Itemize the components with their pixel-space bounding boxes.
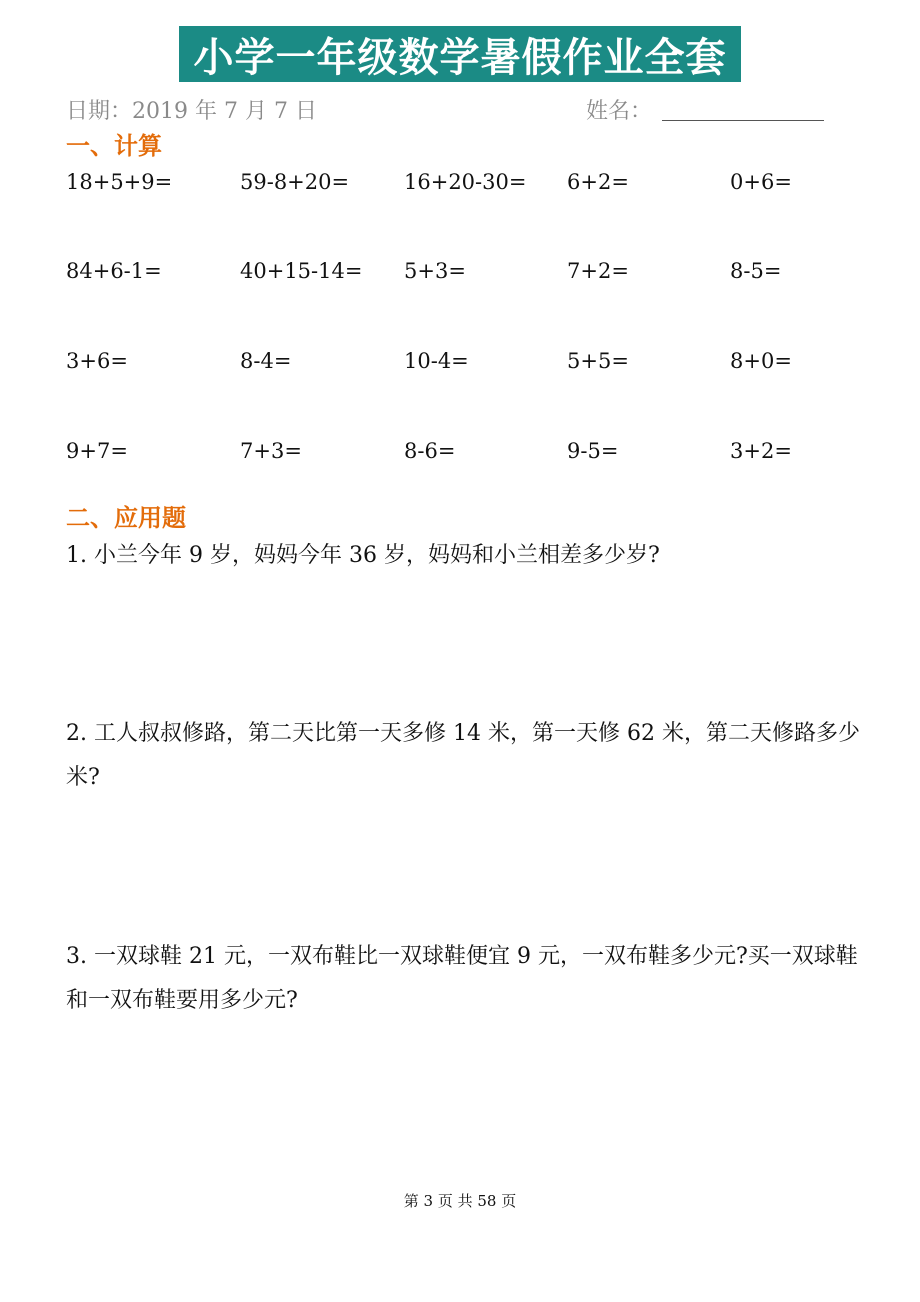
word-problem-2: 2. 工人叔叔修路，第二天比第一天多修 14 米，第一天修 62 米，第二天修路多少米? xyxy=(66,721,860,790)
calc-problem: 8-4= xyxy=(240,349,292,373)
section-calc-heading: 一、计算 xyxy=(66,132,162,160)
calc-problem: 40+15-14= xyxy=(240,259,363,283)
calc-problem: 3+2= xyxy=(730,439,792,463)
calc-problem: 5+5= xyxy=(567,349,629,373)
calc-problem: 9+7= xyxy=(66,439,128,463)
calc-problem: 0+6= xyxy=(730,170,792,194)
page-footer: 第 3 页 共 58 页 xyxy=(403,1192,517,1210)
name-label: 姓名： xyxy=(586,99,653,124)
calc-problem: 18+5+9= xyxy=(66,170,173,194)
date-field: 日期：2019 年 7 月 7 日 xyxy=(66,99,317,124)
calc-problem: 9-5= xyxy=(567,439,619,463)
page-title: 小学一年级数学暑假作业全套 xyxy=(193,34,727,81)
section-word-problems-heading: 二、应用题 xyxy=(66,504,186,532)
name-blank-line xyxy=(662,120,824,121)
calc-problem: 7+3= xyxy=(240,439,302,463)
calc-problem: 8-6= xyxy=(404,439,456,463)
title-banner xyxy=(179,26,741,82)
calc-problem: 84+6-1= xyxy=(66,259,162,283)
calc-problem: 8+0= xyxy=(730,349,792,373)
calc-problem: 6+2= xyxy=(567,170,629,194)
calc-problem: 59-8+20= xyxy=(240,170,350,194)
calc-problem: 7+2= xyxy=(567,259,629,283)
calc-problem: 16+20-30= xyxy=(404,170,527,194)
word-problem-3: 3. 一双球鞋 21 元，一双布鞋比一双球鞋便宜 9 元，一双布鞋多少元?买一双球鞋和一双布鞋要用多少元? xyxy=(66,944,858,1013)
calc-problem: 10-4= xyxy=(404,349,469,373)
calc-problem: 8-5= xyxy=(730,259,782,283)
word-problem-1: 1. 小兰今年 9 岁，妈妈今年 36 岁，妈妈和小兰相差多少岁? xyxy=(66,543,660,568)
calc-problem: 3+6= xyxy=(66,349,128,373)
calc-problem: 5+3= xyxy=(404,259,466,283)
